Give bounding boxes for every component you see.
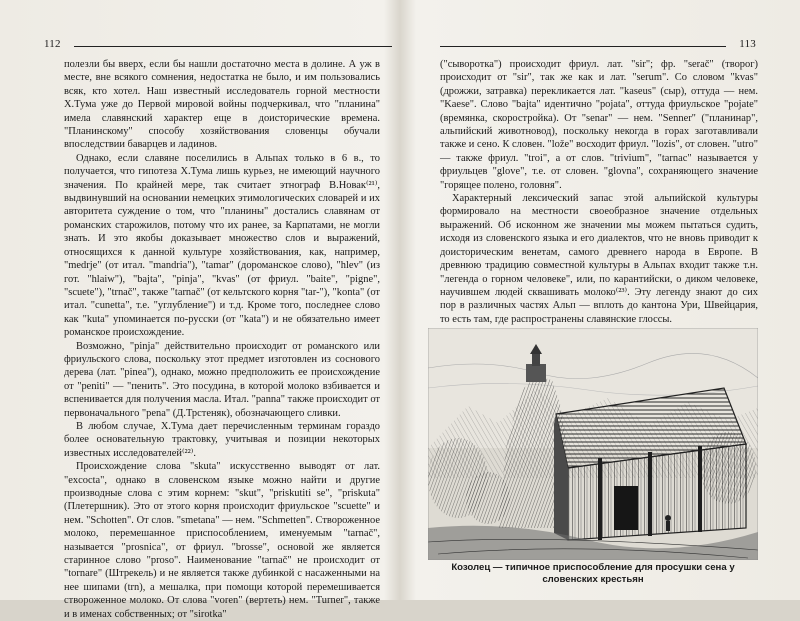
paragraph: ("сыворотка") происходит фриул. лат. "sir"; фр. "serač" (творог) происходит от "sir", так же как и лат. "serum". Со словом "kvas" (дрожжи, затравка) перекликается лат. "kaseus" (сыр), оттуда — нем. "Kaese". Слово "bajta" идентично "pojata", оттуда фриульское "pojate" (времянка, скоростройка). От "senar" — нем. "Senner" ("планинар", альпийский животновод), поскольку некогда в горах заготавливали также и сено. К словен. "lože" восходит фриул. "lozis", от словен. "utro" — также фриул. "troi", а от слов. "trivium", "tarnac" называется у фриульцев "glove", т.е. от словен. "glovna", сохраняющего значение "горящее полено, головня". xyxy=(440,59,758,191)
engraving-illustration xyxy=(428,328,758,560)
paragraph: Возможно, "pinja" действительно происходит от романского или фриульского слова, поскольку этот предмет изготовлен из соснового дерева (лат. "pinea"), однако, можно предположить ее происхождение от "peniti" — "пенить". Это посудина, в которой молоко взбивается и вспенивается для получения масла. Итал. "panna" также происходит от первоначального "pena" (Д.Трстеняк), обозначающего сливки. xyxy=(64,340,380,419)
paragraph: Однако, если славяне поселились в Альпах только в 6 в., то получается, что гипотеза Х.Тума лишь курьез, не имеющий научного значения. По крайней мере, так считает этнограф В.Новак⁽²¹⁾, выдвинувший на основании немецких этимологических словарей и их авторитета суждение о том, что "планины" достались славянам от романских старожилов, потому что их ранее, за Карпатами, не могли знать. И это якобы доказывает множество слов и выражений, относящихся к данной культуре хозяйствования, как, например, "medrje" (от итал. "mandria"), "tamar" (дороманское слово), "hlev" (из гот. "hlaiw"), "bajta", "pinja", "kvas" (от фриул. "baite", "pigne", "scuete"), "trnač", также "tarnač" (от кельтского корня "tar-"), "konta" (от итал. "cunetta", т.е. "углубление") и т.д. Кроме того, последнее слово как "kuta" упоминается по-русски (от "kata") и не обязательно имеет романское происхождение. xyxy=(64,152,380,339)
paragraph: полезли бы вверх, если бы нашли достаточно места в долине. А уж в месте, вне всякого сомнения, недостатка не было, и им пользовались всяк, кто хотел. Наш известный исследователь горной местности Х.Тума уже до Первой мировой войны подчеркивал, что "планина" имела славянский характер еще в доисторические времена. "Планинскому" способу хозяйствования словенцы обучали впоследствии баварцев и ладинов. xyxy=(64,59,380,151)
left-page xyxy=(0,0,400,620)
header-rule-right xyxy=(440,46,726,47)
paragraph: В любом случае, Х.Тума дает перечисленным терминам гораздо более основательную трактовку, учитывая и позиции некоторых известных исследователей⁽²²⁾. xyxy=(64,420,380,459)
figure-caption: Козолец — типичное приспособление для просушки сена у словенских крестьян xyxy=(451,562,735,585)
page-number-right: 113 xyxy=(739,38,756,50)
left-page-body xyxy=(64,58,380,621)
paragraph: Происхождение слова "skuta" искусственно выводят от лат. "excocta", однако в словенском языке можно найти и другие производные слова с этим корнем: "skut", "priskutiti se", "priskuta" (Плетершник). Это от этого корня происходит фриульское "scuette" и нем. "Schotten". От слов. "smetana" — нем. "Schmetten". Створоженное молоко, перемешанное приспособлением, именуемым "tarnač", называется "prosnica", от фриул. "brosse", основой же является старинное слово "proso". Наименование "tarnač" не происходит от "tornare" (Штрекель) и не является также дубинкой с насаженными на нее шипами (trn), а мешалка, при помощи которой перемешивается створоженное молоко. От слова "voren" (вертеть) нем. "Turner", также и в именах собственных; от "sirotka" xyxy=(64,461,380,620)
paragraph: Характерный лексический запас этой альпийской культуры формировало на местности своеобразное значение отдельных выражений. Об исконном же значении мы можем пытаться судить, исходя из словенского языка и его диалектов, что не вновь приводит к доисторическим венетам, самого древнего народа в Европе. В древнюю традицию совместной культуры в Альпах входит также т.н. "легенда о горном человеке", или, по карантийски, о диком человеке, научившем людей сквашивать молоко⁽²³⁾. Эту легенду знают до сих пор в различных частях Альп — вплоть до кантона Ури, Швейцария, то есть там, где распространены славянские глоссы. xyxy=(440,193,758,325)
right-page-body xyxy=(440,58,758,326)
header-rule-left xyxy=(74,46,392,47)
page-number-left: 112 xyxy=(44,38,61,50)
